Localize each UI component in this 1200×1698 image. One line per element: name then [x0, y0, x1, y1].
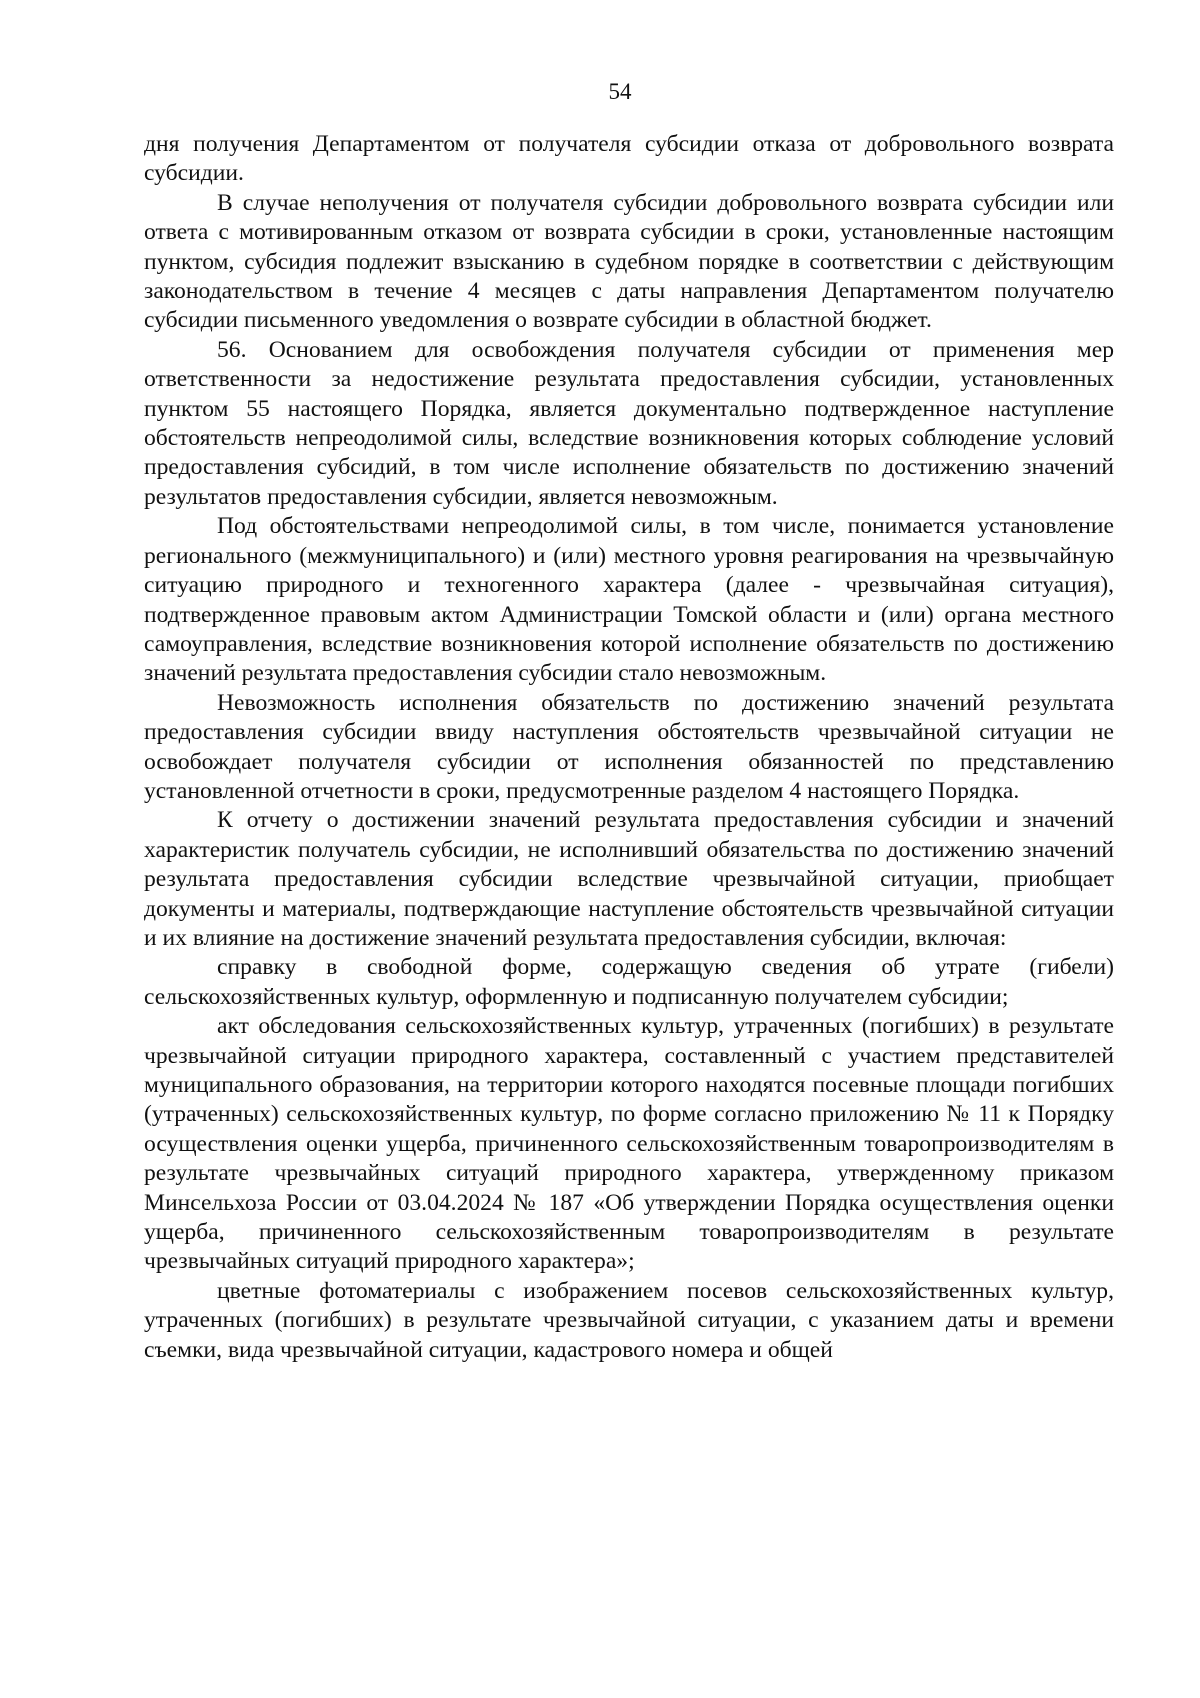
- paragraph: Невозможность исполнения обязательств по достижению значений результата предоставления субсидии ввиду наступления обстоятельств чрезвычайной ситуации не освобождает получателя субсидии от исполнения обязанностей по представлению установленной отчетности в сроки, предусмотренные разделом 4 настоящего Порядка.: [144, 689, 1114, 804]
- list-item: акт обследования сельскохозяйственных культур, утраченных (погибших) в результате чрезвычайной ситуации природного характера, составленный с участием представителей муниципального образования, на территории которого находятся посевные площади погибших (утраченных) сельскохозяйственных культур, по форме согласно приложению № 11 к Порядку осуществления оценки ущерба, причиненного сельскохозяйственным товаропроизводителям в результате чрезвычайных ситуаций природного характера, утвержденному приказом Минсельхоза России от 03.04.2024 № 187 «Об утверждении Порядка осуществления оценки ущерба, причиненного сельскохозяйственным товаропроизводителям в результате чрезвычайных ситуаций природного характера»;: [144, 1013, 1114, 1275]
- paragraph-item-56: 56. Основанием для освобождения получателя субсидии от применения мер ответственности за недостижение результата предоставления субсидии, установленных пунктом 55 настоящего Порядка, является документально подтвержденное наступление обстоятельств непреодолимой силы, вследствие возникновения которых соблюдение условий предоставления субсидий, в том числе исполнение обязательств по достижению значений результатов предоставления субсидии, является невозможным.: [144, 336, 1114, 510]
- list-item: справку в свободной форме, содержащую сведения об утрате (гибели) сельскохозяйственных культур, оформленную и подписанную получателем субсидии;: [144, 954, 1114, 1010]
- paragraph: Под обстоятельствами непреодолимой силы, в том числе, понимается установление регионального (межмуниципального) и (или) местного уровня реагирования на чрезвычайную ситуацию природного и техногенного характера (далее - чрезвычайная ситуация), подтвержденное правовым актом Администрации Томской области и (или) органа местного самоуправления, вследствие возникновения которой исполнение обязательств по достижению значений результата предоставления субсидии стало невозможным.: [144, 513, 1114, 687]
- paragraph: К отчету о достижении значений результата предоставления субсидии и значений характеристик получатель субсидии, не исполнивший обязательства по достижению значений результата предоставления субсидии вследствие чрезвычайной ситуации, приобщает документы и материалы, подтверждающие наступление обстоятельств чрезвычайной ситуации и их влияние на достижение значений результата предоставления субсидии, включая:: [144, 807, 1114, 951]
- document-body: [144, 130, 1114, 1365]
- list-item: цветные фотоматериалы с изображением посевов сельскохозяйственных культур, утраченных (погибших) в результате чрезвычайной ситуации, с указанием даты и времени съемки, вида чрезвычайной ситуации, кадастрового номера и общей: [144, 1277, 1114, 1363]
- paragraph-continuation: дня получения Департаментом от получателя субсидии отказа от добровольного возврата субсидии.: [144, 131, 1114, 187]
- page-number: 54: [608, 79, 632, 104]
- paragraph: В случае неполучения от получателя субсидии добровольного возврата субсидии или ответа с мотивированным отказом от возврата субсидии в сроки, установленные настоящим пунктом, субсидия подлежит взысканию в судебном порядке в соответствии с действующим законодательством в течение 4 месяцев с даты направления Департаментом получателю субсидии письменного уведомления о возврате субсидии в областной бюджет.: [144, 189, 1114, 334]
